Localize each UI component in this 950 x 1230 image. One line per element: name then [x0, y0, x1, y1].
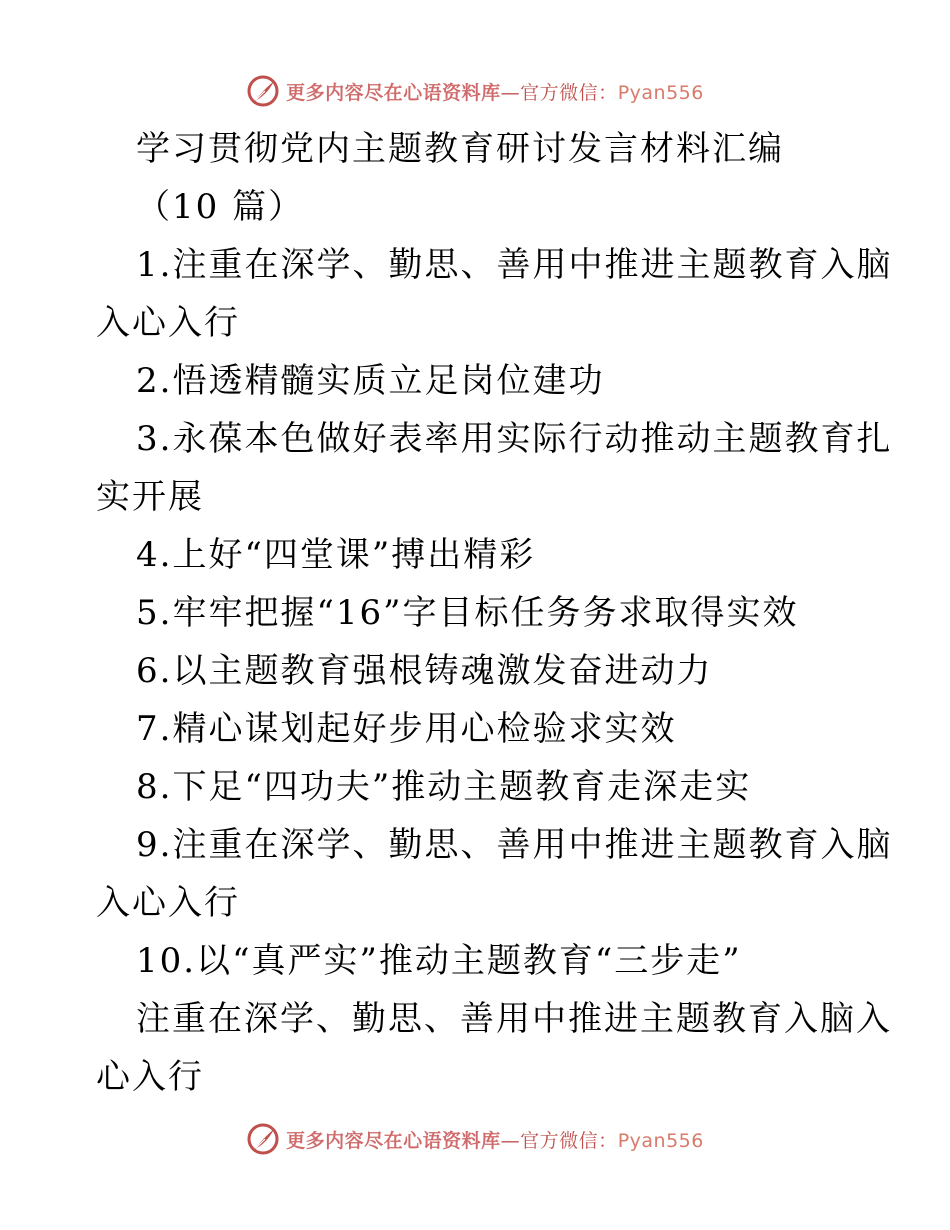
toc-item-1: 1.注重在深学、勤思、善用中推进主题教育入脑	[136, 245, 893, 285]
watermark-official-label: 官方微信：	[520, 81, 618, 104]
watermark-text	[286, 78, 704, 105]
document-body	[96, 120, 893, 1106]
section-heading-continued: 心入行	[96, 1057, 204, 1097]
toc-item-4: 4.上好“四堂课”搏出精彩	[136, 535, 536, 575]
watermark-account: Pyan556	[617, 81, 704, 104]
watermark-brand: 更多内容尽在心语资料库	[286, 81, 501, 104]
toc-item-10: 10.以“真严实”推动主题教育“三步走”	[136, 941, 742, 981]
watermark-text	[286, 1126, 704, 1153]
watermark-account: Pyan556	[617, 1129, 704, 1152]
toc-item-6: 6.以主题教育强根铸魂激发奋进动力	[136, 651, 713, 691]
document-title-count: （10 篇）	[136, 187, 305, 227]
header-watermark	[0, 71, 950, 111]
toc-item-8: 8.下足“四功夫”推动主题教育走深走实	[136, 767, 752, 807]
watermark-brand: 更多内容尽在心语资料库	[286, 1129, 501, 1152]
footer-watermark	[0, 1119, 950, 1159]
toc-item-7: 7.精心谋划起好步用心检验求实效	[136, 709, 677, 749]
feather-logo-icon	[246, 1122, 280, 1156]
toc-item-3-continued: 实开展	[96, 477, 204, 517]
document-title: 学习贯彻党内主题教育研讨发言材料汇编	[136, 129, 784, 169]
toc-item-5: 5.牢牢把握“16”字目标任务务求取得实效	[136, 593, 799, 633]
watermark-dash: —	[500, 1129, 521, 1152]
toc-item-3: 3.永葆本色做好表率用实际行动推动主题教育扎	[136, 419, 893, 459]
watermark-official-label: 官方微信：	[520, 1129, 618, 1152]
toc-item-1-continued: 入心入行	[96, 303, 240, 343]
feather-logo-icon	[246, 74, 280, 108]
section-heading: 注重在深学、勤思、善用中推进主题教育入脑入	[136, 999, 892, 1039]
toc-item-9-continued: 入心入行	[96, 883, 240, 923]
watermark-dash: —	[500, 81, 521, 104]
toc-item-9: 9.注重在深学、勤思、善用中推进主题教育入脑	[136, 825, 893, 865]
toc-item-2: 2.悟透精髓实质立足岗位建功	[136, 361, 605, 401]
